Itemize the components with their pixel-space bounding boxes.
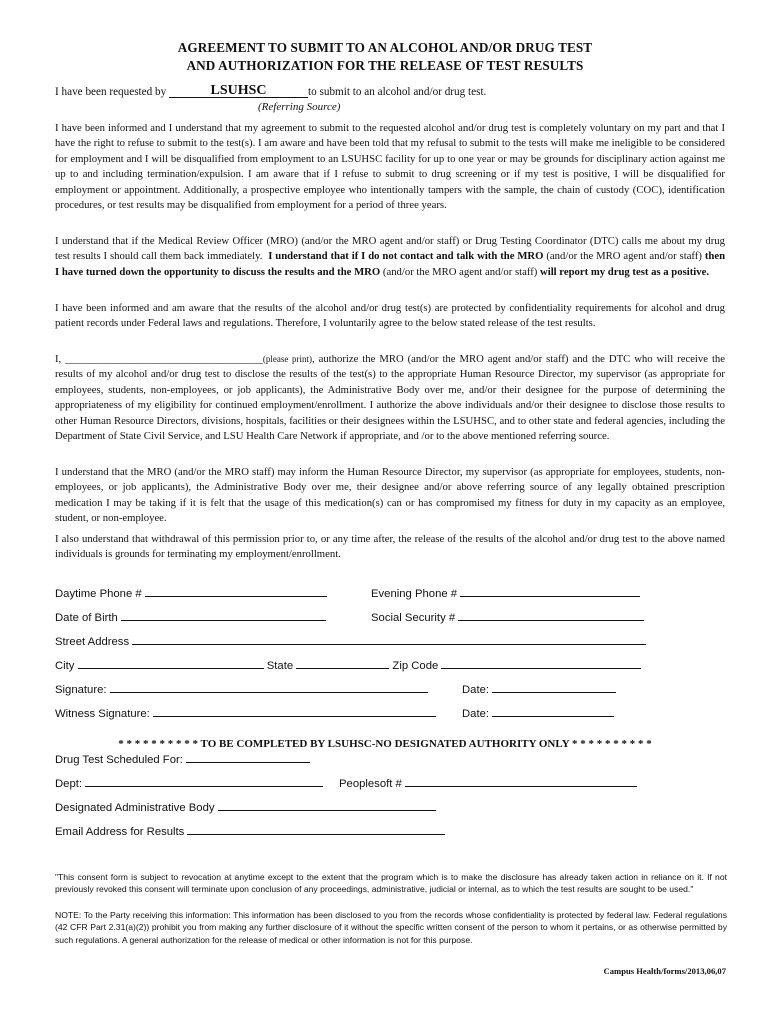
recipient-notice: NOTE: To the Party receiving this information: This information has been disclosed to you from the records whose confidentiality is protected by federal law. Federal regulations (42 CFR Part 2.31(a)(2)) prohibit you from making any further disclosure of it without the specific written consent of the person to whom it pertains, or as otherwise permitted by such regulations. A general authorization for the release of medical or other information is not for this purpose. bbox=[55, 910, 727, 945]
daytime-phone-row bbox=[55, 586, 327, 600]
lsuhsc-only-section-header: * * * * * * * * * * TO BE COMPLETED BY LSUHSC-NO DESIGNATED AUTHORITY ONLY * * * * * * * * * * bbox=[118, 738, 652, 750]
email-results-input[interactable] bbox=[187, 824, 445, 835]
daytime-phone-label: Daytime Phone # bbox=[55, 588, 142, 600]
peoplesoft-row bbox=[339, 776, 637, 790]
social-security-label: Social Security # bbox=[371, 612, 456, 624]
withdrawal-paragraph: I also understand that withdrawal of this permission prior to, or any time after, the release of the results of the alcohol and/or drug test to the above named individuals is grounds for terminating my employment/enrollment. bbox=[55, 533, 725, 561]
state-label: State bbox=[266, 660, 294, 672]
authorization-text: , authorize the MRO (and/or the MRO agent and/or staff) and the DTC who will receive the results of my alcohol and/or drug test to disclose the results of the test(s) to the appropriate Human Resource Director, my supervisor (as appropriate for employees, students, non-employees, or job applicants), the Administrative Body over me, and/or their designee for the purpose of determining the appropriateness of my eligibility for continued employment/enrollment. I authorize the above individuals and/or their designee to disclose those results to other Human Resource Directors, divisions, hospitals, facilities or their designees within the LSUHSC, and to other state and federal agencies, including the Department of State Civil Service, and LSU Health Care Network if appropriate, and /or to the above mentioned referring source. bbox=[55, 353, 726, 443]
signature-row bbox=[55, 682, 428, 696]
signature-date-label: Date: bbox=[462, 684, 490, 696]
evening-phone-input[interactable] bbox=[460, 586, 640, 597]
mro-contact-text-f: will report my drug test as a positive. bbox=[540, 265, 710, 278]
date-of-birth-label: Date of Birth bbox=[55, 612, 118, 624]
designated-admin-body-label: Designated Administrative Body bbox=[55, 802, 215, 814]
witness-signature-label: Witness Signature: bbox=[55, 708, 150, 720]
street-address-row bbox=[55, 634, 646, 648]
zip-code-input[interactable] bbox=[441, 658, 641, 669]
drug-test-scheduled-label: Drug Test Scheduled For: bbox=[55, 754, 183, 766]
email-results-row bbox=[55, 824, 445, 838]
mro-contact-text-a: I understand that if the Medical Review Officer (MRO) (and/or the MRO agent and/or staff) or Drug Testing Coordinator (DTC) calls me about my drug test results I should call them back immediately. bbox=[55, 235, 725, 263]
street-address-input[interactable] bbox=[132, 634, 646, 645]
signature-label: Signature: bbox=[55, 684, 107, 696]
evening-phone-row bbox=[371, 586, 640, 600]
drug-test-scheduled-input[interactable] bbox=[186, 752, 310, 763]
referring-source-field[interactable]: LSUHSC bbox=[169, 85, 308, 98]
street-address-label: Street Address bbox=[55, 636, 130, 648]
confidentiality-paragraph: I have been informed and am aware that the results of the alcohol and/or drug test(s) are protected by confidentiality requirements for alcohol and drug patient records under Federal laws and regulations. Therefore, I voluntarily agree to the below stated release of the test results. bbox=[55, 302, 725, 330]
authorization-paragraph bbox=[55, 352, 725, 444]
requested-by-line bbox=[55, 83, 487, 99]
name-print-field[interactable]: I, _____________________________________ bbox=[55, 353, 263, 365]
city-input[interactable] bbox=[78, 658, 264, 669]
form-title-line-1: AGREEMENT TO SUBMIT TO AN ALCOHOL AND/OR DRUG TEST bbox=[177, 40, 593, 55]
witness-date-label: Date: bbox=[462, 708, 490, 720]
drug-test-scheduled-row bbox=[55, 752, 310, 766]
date-of-birth-input[interactable] bbox=[121, 610, 326, 621]
social-security-row bbox=[371, 610, 644, 624]
designated-admin-body-input[interactable] bbox=[218, 800, 436, 811]
voluntary-consent-paragraph: I have been informed and I understand that my agreement to submit to the requested alcohol and/or drug test is completely voluntary on my part and that I have the right to refuse to submit to the test(s). I am aware and have been told that my refusal to submit to the tests will make me ineligible to be considered for employment and I will be disqualified from employment to an LSUHSC facility for up to one year or may be grounds for disciplinary action against me up to and including termination/expulsion. I am aware that if I refuse to submit to drug screening or if my test is positive, I will be disqualified for employment or appointment. Additionally, a prospective employee who intentionally tampers with the sample, the chain of custody (COC), identification procedures, or test results may be disqualified from employment for a period of three years. bbox=[55, 122, 725, 212]
peoplesoft-input[interactable] bbox=[405, 776, 637, 787]
dept-label: Dept: bbox=[55, 778, 83, 790]
witness-date-input[interactable] bbox=[492, 706, 614, 717]
dept-input[interactable] bbox=[85, 776, 323, 787]
form-identifier: Campus Health/forms/2013,06,07 bbox=[603, 966, 726, 976]
signature-date-input[interactable] bbox=[492, 682, 616, 693]
referring-source-label: (Referring Source) bbox=[258, 101, 341, 113]
mro-contact-text-d: then I have turned down the opportunity to discuss the results and the MRO bbox=[55, 250, 726, 278]
requested-by-prefix: I have been requested by bbox=[55, 86, 167, 98]
signature-input[interactable] bbox=[110, 682, 428, 693]
daytime-phone-input[interactable] bbox=[145, 586, 327, 597]
mro-contact-paragraph bbox=[55, 234, 725, 280]
designated-admin-body-row bbox=[55, 800, 436, 814]
requested-by-suffix: to submit to an alcohol and/or drug test. bbox=[308, 86, 487, 98]
mro-contact-text-e: (and/or the MRO agent and/or staff) bbox=[382, 265, 538, 278]
revocation-note: "This consent form is subject to revocation at anytime except to the extent that the program which is to make the disclosure has already taken action in reliance on it. If not previously revoked this consent will terminate upon conclusion of any proceedings, administrative, judicial or internal, as to which the test results are sought to be used." bbox=[55, 872, 727, 895]
evening-phone-label: Evening Phone # bbox=[371, 588, 458, 600]
date-of-birth-row bbox=[55, 610, 326, 624]
form-title-line-2: AND AUTHORIZATION FOR THE RELEASE OF TEST RESULTS bbox=[186, 58, 584, 73]
dept-row bbox=[55, 776, 323, 790]
city-label: City bbox=[55, 660, 75, 672]
witness-signature-row bbox=[55, 706, 436, 720]
please-print-label: (please print) bbox=[262, 354, 312, 364]
peoplesoft-label: Peoplesoft # bbox=[339, 778, 402, 790]
mro-contact-text-b: I understand that if I do not contact and talk with the MRO bbox=[268, 250, 544, 263]
witness-signature-input[interactable] bbox=[153, 706, 436, 717]
city-state-zip-row bbox=[55, 658, 641, 672]
medication-disclosure-paragraph: I understand that the MRO (and/or the MRO staff) may inform the Human Resource Director, my supervisor (as appropriate for employees, students, non-employees, or job applicants), the Administrative Body over me, their designee and/or above referring source of any legally obtained prescription medication I may be taking if it is felt that the usage of this medication(s) can or has compromised my fitness for duty in my capacity as an employee, student, or non-employee. bbox=[55, 466, 725, 525]
email-results-label: Email Address for Results bbox=[55, 826, 185, 838]
witness-date-row bbox=[462, 706, 614, 720]
social-security-input[interactable] bbox=[458, 610, 644, 621]
mro-contact-text-c: (and/or the MRO agent and/or staff) bbox=[546, 250, 702, 263]
signature-date-row bbox=[462, 682, 616, 696]
state-input[interactable] bbox=[296, 658, 389, 669]
zip-code-label: Zip Code bbox=[392, 660, 439, 672]
